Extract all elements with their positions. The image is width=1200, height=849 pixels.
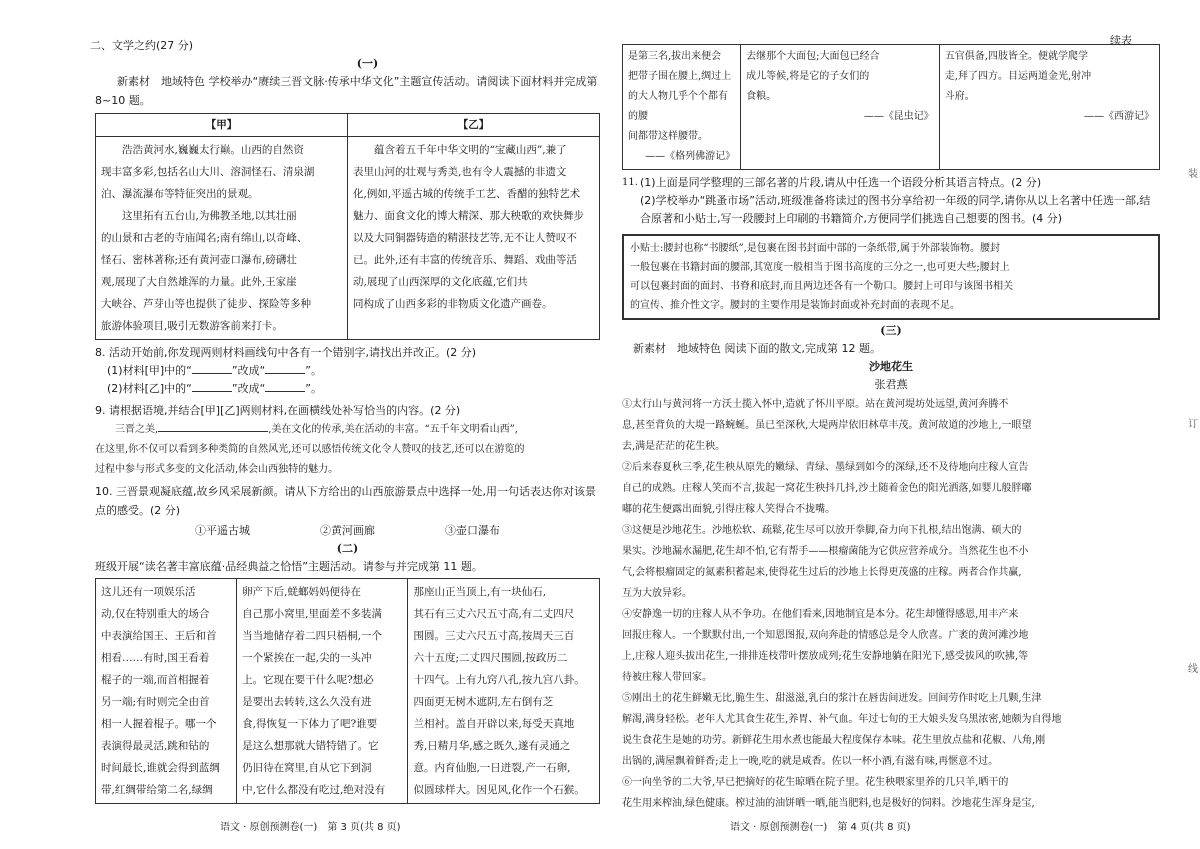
yi-line: 蕴含着五千年中华文明的“宝藏山西”,兼了 bbox=[374, 144, 567, 156]
option-huanghe: ②黄河画廊 bbox=[320, 524, 375, 537]
q11-number: 11. bbox=[622, 177, 638, 188]
essay-line: 息,甚至背负的大堤一路蜿蜒。虽已至深秋,大堤两岸依旧林草丰茂。黄河故道的沙地上,一眼望 bbox=[622, 420, 1032, 431]
essay-line: 解渴,满身轻松。老年人尤其食生花生,养胃、补气血。年过七旬的王大娘头发乌黑浓密,她颇为自得地 bbox=[622, 714, 1062, 725]
part2-label: (二) bbox=[336, 542, 359, 555]
right-page-footer: 语文 · 原创预测卷(一) 第 4 页(共 8 页) bbox=[730, 822, 911, 833]
excerpt-insects: 卵产下后,蜣螂妈妈便待在 自己那小窝里,里面差不多装满 当当地储存着二四只梧桐,一个 一个紧挨在一起,尖的一头冲 上。它现在要干什么呢?想必 是要出去转转,这么久没有进 食,得恢复一下体力了吧?谁要 是这么想那就大错特错了。它 仍旧待在窝里,自从它下到洞 中,它什么都没有吃过,绝对没有 bbox=[237, 579, 408, 804]
question-10: 10. 三晋景观凝底蕴,故乡风采展新颜。请从下方给出的山西旅游景点中选择一处,用一句话表达你对该景点的感受。(2 分) bbox=[95, 485, 596, 517]
jia-line: 观,展现了大自然雄浑的力量。此外,王家崖 bbox=[101, 276, 297, 288]
part2-intro: 班级开展“读名著丰富底蕴·品经典益之恰悟”主题活动。请参与并完成第 11 题。 bbox=[95, 560, 483, 573]
essay-line: 待被庄稼人带回家。 bbox=[622, 672, 712, 683]
answer-blank[interactable] bbox=[158, 431, 268, 432]
part1-intro: 新素材 地域特色 学校举办“赓续三晋文脉·传承中华文化”主题宣传活动。请阅读下面材料并完成第 8~10 题。 bbox=[95, 75, 598, 107]
part1-label: (一) bbox=[356, 57, 379, 70]
question-8-2: (2)材料[乙]中的“ ”改成“ ”。 bbox=[107, 382, 322, 395]
yi-line: 以及大同铜器铸造的精湛技艺等,无不让人赞叹不 bbox=[353, 232, 577, 244]
tip-line: 可以包裹封面的面封、书脊和底封,而且两边还各有一个勒口。腰封上可印与该图书相关 bbox=[630, 281, 1014, 292]
essay-line: ⑤刚出土的花生鲜嫩无比,脆生生、甜滋滋,乳白的浆汁在唇齿间迸发。回间劳作时吃上几颗,生津 bbox=[622, 693, 1042, 704]
question-11 bbox=[622, 174, 1160, 228]
essay-line: 嘟的花生便露出面貌,引得庄稼人笑得合不拢嘴。 bbox=[622, 504, 836, 515]
jia-line: 怪石、密林著称;还有黄河壶口瀑布,磅礴壮 bbox=[101, 254, 297, 266]
jia-line: 大峡谷、芦芽山等也提供了徒步、探险等多种 bbox=[101, 298, 311, 310]
essay-line: 回报庄稼人。一个默默付出,一个知恩图报,双向奔赴的情感总是令人欣喜。广袤的黄河滩沙地 bbox=[622, 630, 1029, 641]
section-title: 二、文学之约(27 分) bbox=[90, 39, 194, 52]
essay-title: 沙地花生 bbox=[869, 360, 913, 373]
jia-line: 浩浩黄河水,巍巍太行巅。山西的自然资 bbox=[122, 144, 304, 156]
question-9: 9. 请根据语境,并结合[甲][乙]两则材料,在画横线处补写恰当的内容。(2 分) bbox=[95, 404, 461, 417]
question-8-1: (1)材料[甲]中的“ ”改成“ ”。 bbox=[107, 364, 322, 377]
question-9-text-3: 过程中参与形式多变的文化活动,体会山西独特的魅力。 bbox=[95, 464, 339, 475]
essay-line: 去,满是茫茫的花生秧。 bbox=[622, 441, 726, 452]
yi-line: 同构成了山西多彩的非物质文化遗产画卷。 bbox=[353, 298, 553, 310]
binding-mark-xian: 线 bbox=[1188, 664, 1198, 675]
essay-line: 出锅的,满屋飘着鲜香;走上一晚,吃的就是咸香。佐以一杯小酒,有滋有味,再惬意不过。 bbox=[622, 756, 999, 767]
answer-blank[interactable] bbox=[265, 391, 305, 392]
materials-table bbox=[95, 113, 600, 340]
material-yi-body bbox=[348, 137, 600, 340]
material-jia-title: 【甲】 bbox=[96, 114, 348, 137]
binding-mark-ding: 订 bbox=[1188, 419, 1198, 430]
right-page bbox=[610, 0, 1200, 849]
essay-line: 自己的成熟。庄稼人笑而不言,拔起一窝花生秧抖几抖,沙土随着金色的阳光洒落,如婴儿般胖嘟 bbox=[622, 483, 1032, 494]
essay-line: ④安静逸一切的庄稼人从不争功。在他们看来,因地制宜是本分。花生却懂得感恩,用丰产来 bbox=[622, 609, 1019, 620]
essay-line: 花生用来榨油,绿色健康。榨过油的油饼晒一晒,能当肥料,也是极好的饲料。沙地花生浑身是宝, bbox=[622, 798, 1035, 809]
essay-line: 气,会将根瘤固定的氮素积蓄起来,使得花生过后的沙地上长得更茂盛的庄稼。两者合作共赢, bbox=[622, 567, 1022, 578]
essay-line: ①太行山与黄河将一方沃土揽入怀中,造就了怀川平原。站在黄河堤坊处远望,黄河奔腾不 bbox=[622, 399, 1009, 410]
question-9-text-2: 在这里,你不仅可以看到多种类简的自然风光,还可以感悟传统文化令人赞叹的技艺,还可以在游览的 bbox=[95, 444, 525, 455]
yi-line: 动,展现了山西深厚的文化底蕴,它们共 bbox=[353, 276, 528, 288]
material-yi-title: 【乙】 bbox=[348, 114, 600, 137]
option-hukou: ③壶口瀑布 bbox=[445, 524, 500, 537]
essay-body bbox=[622, 394, 1160, 814]
essay-line: 果实。沙地漏水漏肥,花生却不怕,它有帮手——根瘤菌能为它供应营养成分。当然花生也不小 bbox=[622, 546, 1029, 557]
essay-line: ③这便是沙地花生。沙地松软、疏鬆,花生尽可以放开拳脚,奋力向下扎根,结出饱满、硕大的 bbox=[622, 525, 1022, 536]
essay-line: ②后来春夏秋三季,花生秧从原先的嫩绿、青绿、墨绿到如今的深绿,还不及待地向庄稼人宣告 bbox=[622, 462, 1029, 473]
question-9-text: 三晋之美, ,美在文化的传承,美在活动的丰富。“五千年文明看山西”, bbox=[115, 424, 518, 435]
excerpt-table bbox=[95, 578, 600, 804]
tip-line: 的宣传、推介性文字。腰封的主要作用是装饰封面或补充封面的表现不足。 bbox=[630, 300, 960, 311]
q10-options bbox=[95, 520, 600, 542]
part3-label: (三) bbox=[880, 324, 902, 337]
excerpt-insects-cont: 去继那个大面包;大面包已经合 成儿等候,将是它的子女们的 食粮。 ——《昆虫记》 bbox=[741, 45, 940, 170]
essay-line: 上,庄稼人迎头拔出花生,一排排连枝带叶摆放成列;花生安静地躺在阳光下,感受拔风的吹拂,等 bbox=[622, 651, 1029, 662]
question-11-1: (1)上面是同学整理的三部名著的片段,请从中任选一个语段分析其语言特点。(2 分) bbox=[640, 176, 1042, 189]
question-11-2: (2)学校举办“跳蚤市场”活动,班级准备将读过的图书分享给初一年级的同学,请你从以上名著中任选一部,结合原著和小贴士,写一段腰封上印刷的书籍简介,方便同学们挑选自己想要的图书。(4 分) bbox=[640, 194, 1151, 225]
excerpt-journey-west: 那座山正当顶上,有一块仙石, 其石有三丈六尺五寸高,有二丈四尺 围圆。三丈六尺五寸高,按周天三百 六十五度;二丈四尺围圆,按政历二 十四气。上有九窍八孔,按九宫八卦。 四面更无树木遮阴,左右倒有芝 兰相衬。盖自开辟以来,每受天真地 秀,日精月华,感之既久,遂有灵通之 意。内育仙胞,一日迸裂,产一石卵, 似圆球样大。因见风,化作一个石猴。 bbox=[408, 579, 600, 804]
option-pingyao: ①平遥古城 bbox=[195, 524, 250, 537]
jia-line: 的山景和古老的寺庙闻名;南有绵山,以奇峰、 bbox=[101, 232, 308, 244]
jia-line: 现丰富多彩,包括名山大川、溶洞怪石、清泉湖 bbox=[101, 166, 315, 178]
excerpt-gulliver: 这儿还有一项娱乐活 动,仅在特别重大的场合 中表演给国王、王后和首 相看……有时,国王看着 棍子的一端,而首相握着 另一端;有时则完全由首 相一人握着棍子。哪一个 表演得最灵活,跳和钻的 时间最长,谁就会得到蓝绸 带,红绸带给第二名,绿绸 bbox=[96, 579, 237, 804]
essay-line: 互为大放异彩。 bbox=[622, 588, 692, 599]
yi-line: 魅力、面食文化的博大精深、那大秧歌的欢快舞步 bbox=[353, 210, 584, 222]
excerpt-gulliver-cont: 是第三名,拔出来便会 把带子围在腰上,绸过上 的大人物几乎个个都有的腰 间都带这样腰带。 ——《格列佛游记》 bbox=[623, 45, 741, 170]
excerpt-table-continued bbox=[622, 44, 1160, 170]
continued-label: 续表 bbox=[1110, 34, 1132, 47]
yi-line: 表里山河的壮观与秀美,也有令人震撼的非遗文 bbox=[353, 166, 567, 178]
part3-intro: 新素材 地域特色 阅读下面的散文,完成第 12 题。 bbox=[633, 342, 881, 355]
essay-line: 说生食花生是她的功劳。新鲜花生用水煮也能最大程度保存本味。花生里放点盐和花椒、八角,刚 bbox=[622, 735, 1046, 746]
answer-blank[interactable] bbox=[192, 373, 232, 374]
excerpt-journey-west-cont: 五官俱备,四肢皆全。便就学爬学 走,拜了四方。目运两道金光,射冲 斗府。 ——《西游记》 bbox=[939, 45, 1159, 170]
material-jia-body bbox=[96, 137, 348, 340]
jia-line: 这里拓有五台山,为佛教圣地,以其壮丽 bbox=[122, 210, 297, 222]
jia-line: 泊、瀑流瀑布等特征突出的景观。 bbox=[101, 188, 259, 200]
tip-box bbox=[622, 234, 1160, 320]
left-page-footer: 语文 · 原创预测卷(一) 第 3 页(共 8 页) bbox=[220, 822, 401, 833]
answer-blank[interactable] bbox=[265, 373, 305, 374]
question-8: 8. 活动开始前,你发现两则材料画线句中各有一个错别字,请找出并改正。(2 分) bbox=[95, 346, 477, 359]
binding-mark-zhuang: 装 bbox=[1188, 169, 1198, 180]
essay-line: ⑥一向坐爷的二大爷,早已把摘好的花生晾晒在院子里。花生秧喂家里养的几只羊,晒干的 bbox=[622, 777, 1009, 788]
answer-blank[interactable] bbox=[192, 391, 232, 392]
tip-line: 小贴士:腰封也称“书腰纸”,是包裹在图书封面中部的一条纸带,属于外部装饰物。腰封 bbox=[630, 243, 1000, 254]
tip-line: 一般包裹在书籍封面的腰部,其宽度一般相当于图书高度的三分之一,也可更大些;腰封上 bbox=[630, 262, 1010, 273]
jia-line: 旅游体验项目,吸引无数游客前来打卡。 bbox=[101, 320, 283, 332]
essay-author: 张君燕 bbox=[874, 378, 908, 391]
yi-line: 化,例如,平遥古城的传统手工艺、香醋的独特艺术 bbox=[353, 188, 581, 200]
yi-line: 已。此外,还有丰富的传统音乐、舞蹈、戏曲等活 bbox=[353, 254, 577, 266]
